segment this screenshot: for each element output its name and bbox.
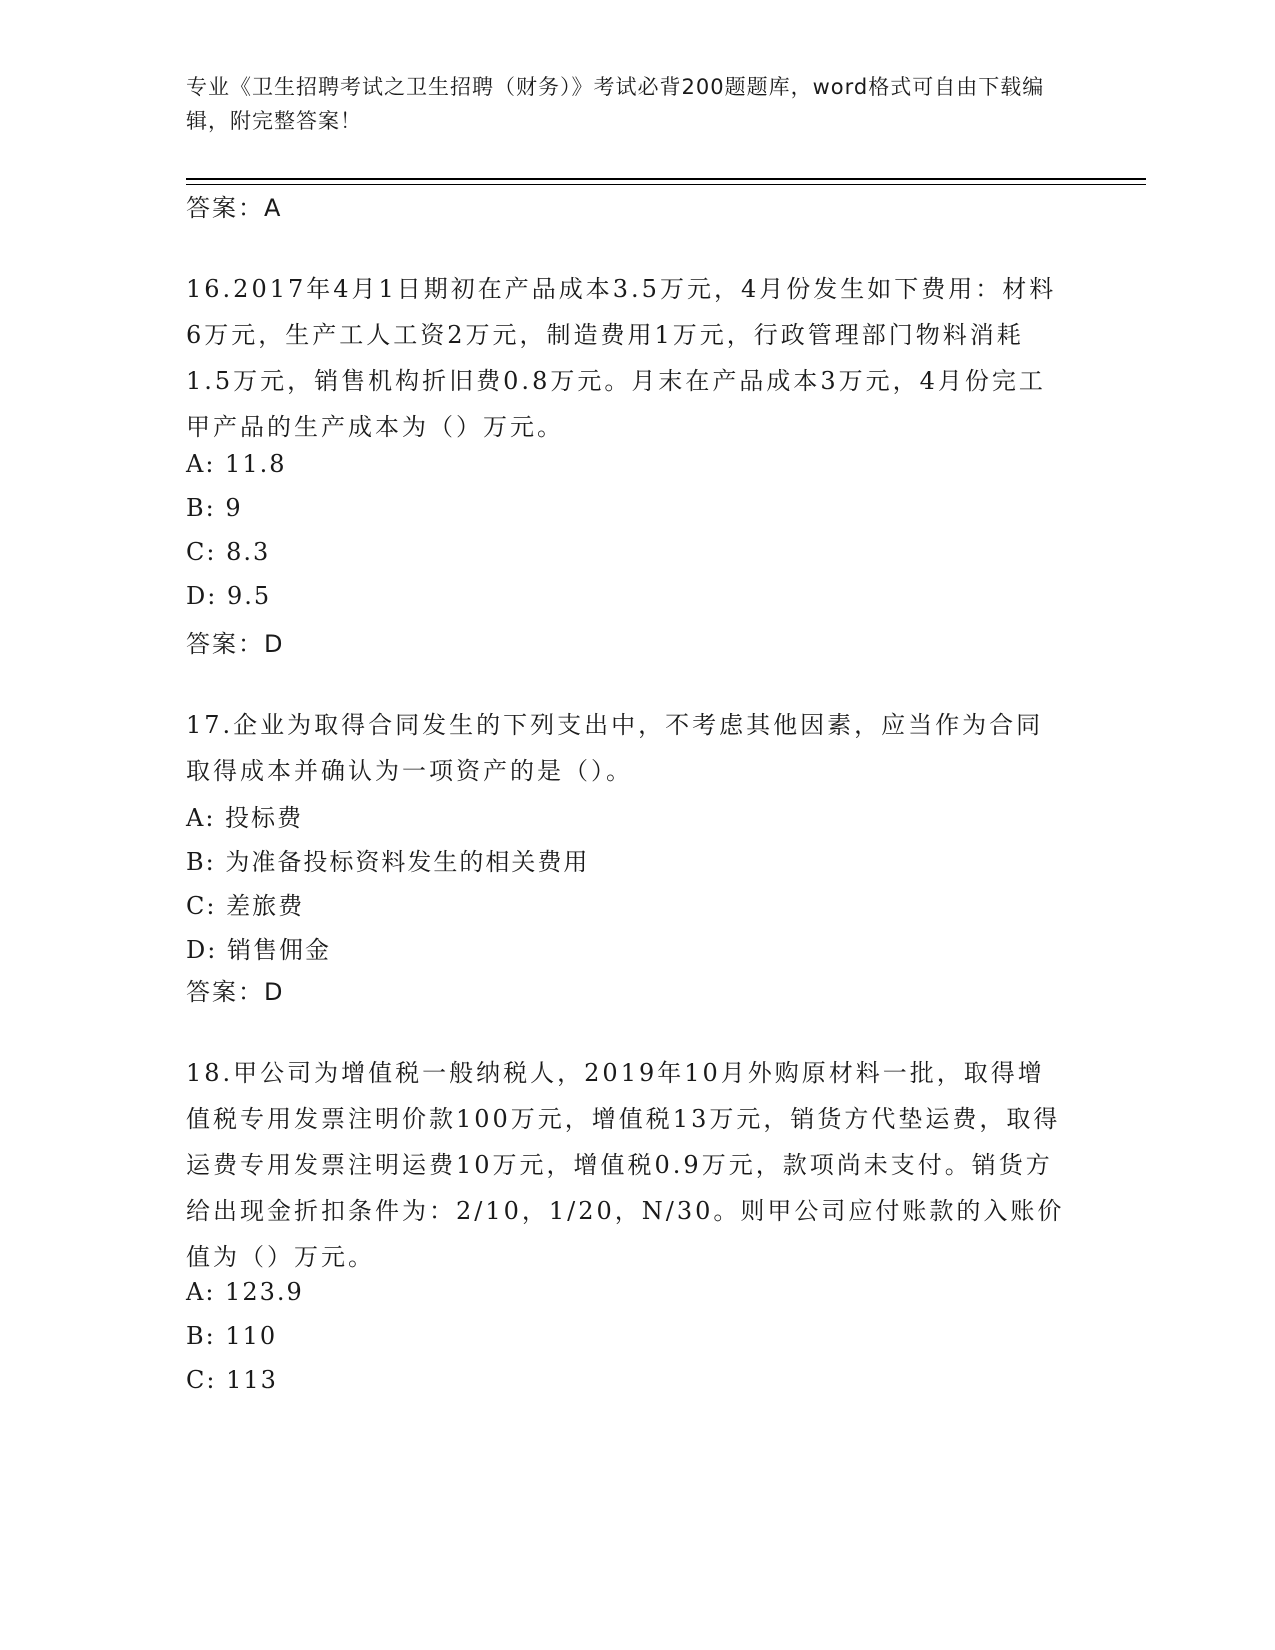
question-16-answer: 答案：D [186,630,285,658]
question-18-option-b: B: 110 [186,1322,278,1350]
question-17-option-c: C: 差旅费 [186,892,305,920]
question-16-option-b: B: 9 [186,494,243,522]
question-16-option-c: C: 8.3 [186,538,271,566]
question-18: 18.甲公司为增值税一般纳税人，2019年10月外购原材料一批，取得增值税专用发票注明价款100万元，增值税13万元，销货方代垫运费，取得运费专用发票注明运费10万元，增值税0.9万元，款项尚未支付。销货方给出现金折扣条件为：2/10，1/20，N/30。则甲公司应付账款的入账价值为（）万元。 [186,1059,1065,1271]
document-header: 专业《卫生招聘考试之卫生招聘（财务）》考试必背200题题库，word格式可自由下载编辑，附完整答案！ [186,75,1045,133]
question-17-option-d: D: 销售佣金 [186,936,331,964]
question-16: 16.2017年4月1日期初在产品成本3.5万元，4月份发生如下费用：材料6万元，生产工人工资2万元，制造费用1万元，行政管理部门物料消耗1.5万元，销售机构折旧费0.8万元。月末在产品成本3万元，4月份完工甲产品的生产成本为（）万元。 [186,275,1057,441]
question-17-answer: 答案：D [186,978,285,1006]
document-page [186,70,1146,1394]
question-18-option-a: A: 123.9 [186,1278,304,1306]
question-17-option-a: A: 投标费 [186,804,304,832]
answer-line: 答案：A [186,194,283,222]
question-17-option-b: B: 为准备投标资料发生的相关费用 [186,848,590,876]
question-17: 17.企业为取得合同发生的下列支出中，不考虑其他因素，应当作为合同取得成本并确认为一项资产的是（）。 [186,711,1044,785]
question-16-option-a: A: 11.8 [186,450,287,478]
header-divider [186,178,1146,180]
question-18-option-c: C: 113 [186,1366,278,1394]
header-divider-thin [186,184,1146,185]
question-16-option-d: D: 9.5 [186,582,272,610]
